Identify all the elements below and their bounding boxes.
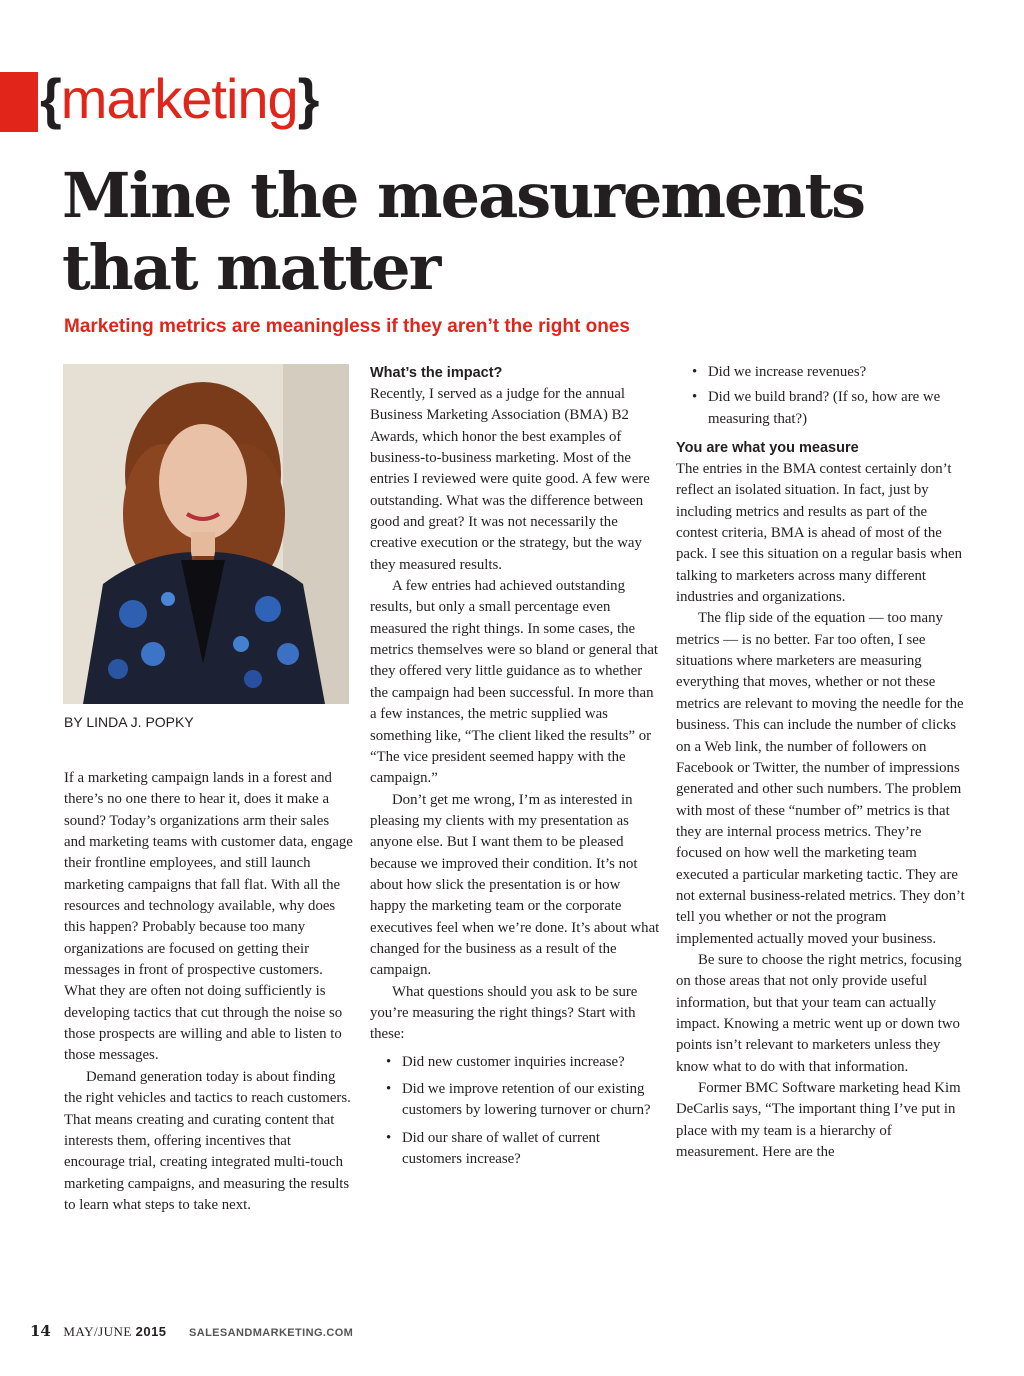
col1-paragraph-1: If a marketing campaign lands in a forest and there’s no one there to hear it, does it make a sound? Today’s organizations arm their sales and marketing teams with customer data, engage their frontline employees, and still launch marketing campaigns that fall flat. With all the resources and technology available, why does this happen? Probably because too many organizations are focused on getting their messages in front of prospective customers. What they are often not doing sufficiently is developing tactics that cut through the noise so those prospects are willing and able to listen to those messages.	[64, 770, 353, 1064]
article-headline	[62, 160, 982, 304]
list-item	[676, 362, 966, 383]
section-color-bar	[0, 72, 38, 132]
issue-month: MAY/JUNE	[63, 1324, 132, 1339]
list-item	[370, 1079, 660, 1122]
list-item	[370, 1052, 660, 1073]
col3-paragraph-1: The entries in the BMA contest certainly don’t reflect an isolated situation. In fact, just by including metrics and results as part of the contest criteria, BMA is ahead of most of the pack. I see this situation on a regular basis when talking to marketers across many different industries and organizations.	[676, 461, 962, 606]
section-bracket-open: {	[40, 67, 61, 130]
author-photo	[63, 364, 349, 704]
headline-line-1: Mine the measurements	[62, 159, 865, 232]
page-footer	[30, 1322, 353, 1341]
bullet-icon: •	[692, 364, 698, 380]
page-number: 14	[30, 1322, 51, 1340]
bullet-icon: •	[386, 1081, 392, 1097]
col3-paragraph-2: The flip side of the equation — too many metrics — is no better. Far too often, I see situations where marketers are measuring everything that moves, whether or not these metrics are relevant to moving the needle for the business. This can include the number of clicks on a Web link, the number of followers on Facebook or Twitter, the number of impressions generated and other such numbers. The problem with most of these “number of” metrics is that they are internal process metrics. They’re focused on how well the marketing team executed a particular marketing tactic. They are not external business-related metrics. They don’t tell you whether or not the program implemented actually moved your business.	[676, 610, 965, 947]
list-item	[370, 1128, 660, 1171]
author-portrait-illustration	[63, 364, 349, 704]
bullet-icon: •	[386, 1129, 392, 1146]
col3-subheading: You are what you measure	[676, 440, 859, 457]
list-item-text: Did our share of wallet of current customers increase?	[402, 1129, 601, 1168]
column-1	[64, 768, 354, 1216]
issue-year: 2015	[135, 1324, 167, 1339]
column-2	[370, 362, 660, 1176]
col3-paragraph-3: Be sure to choose the right metrics, focusing on those areas that not only provide useful information, but that your team can actually impact. Knowing a metric went up or down two points isn’t relevant to marketers unless they know what to do with that information.	[676, 951, 962, 1075]
list-item	[676, 387, 966, 430]
list-item-text: Did we build brand? (If so, how are we measuring that?)	[708, 389, 941, 427]
col2-paragraph-2: A few entries had achieved outstanding results, but only a small percentage even measured the right things. In some cases, the metrics themselves were so bland or general that they offered very little guidance as to whether the campaign had been successful. In more than a few instances, the metric supplied was something like, “The client liked the results” or “The vice president seemed happy with the campaign.”	[370, 578, 659, 787]
site-url: SALESANDMARKETING.COM	[188, 1327, 354, 1339]
column-3	[676, 362, 966, 1163]
list-item-text: Did new customer inquiries increase?	[402, 1053, 625, 1070]
col2-question-list	[370, 1052, 660, 1171]
section-bracket-close: }	[297, 67, 319, 130]
col2-paragraph-3: Don’t get me wrong, I’m as interested in pleasing my clients with my presentation as anyone else. But I want them to be pleased because we improved their condition. It’s not about how slick the presentation is or how happy the marketing team or the corporate executives feel when we’re done. It’s about what changed for the business as a result of the campaign.	[370, 791, 660, 979]
bullet-icon: •	[692, 389, 698, 406]
col2-subheading: What’s the impact?	[370, 365, 503, 381]
list-item-text: Did we increase revenues?	[708, 364, 867, 380]
col1-paragraph-2: Demand generation today is about finding the right vehicles and tactics to reach customers. That means creating and curating content that interests them, offering incentives that encourage trial, creating integrated multi-touch marketing campaigns, and measuring the results to learn what steps to take next.	[64, 1068, 351, 1213]
list-item-text: Did we improve retention of our existing customers by lowering turnover or churn?	[402, 1081, 651, 1119]
section-label-text: marketing	[60, 67, 298, 130]
bullet-icon: •	[386, 1053, 392, 1070]
col2-paragraph-4: What questions should you ask to be sure you’re measuring the right things? Start with these:	[370, 983, 638, 1043]
issue-date	[63, 1324, 166, 1339]
col3-question-list	[676, 362, 966, 430]
article-deck: Marketing metrics are meaningless if they aren’t the right ones	[64, 316, 630, 337]
col2-paragraph-1: Recently, I served as a judge for the annual Business Marketing Association (BMA) B2 Awards, which honor the best examples of business-to-business marketing. Most of the entries I reviewed were quite good. A few were outstanding. What was the difference between good and great? It was not necessarily the creative execution or the strategy, but the way they measured results.	[370, 386, 650, 573]
section-label	[40, 64, 318, 134]
byline: BY LINDA J. POPKY	[64, 714, 194, 730]
headline-line-2: that matter	[62, 231, 440, 304]
col3-paragraph-4: Former BMC Software marketing head Kim DeCarlis says, “The important thing I’ve put in place with my team is a hierarchy of measurement. Here are the	[676, 1080, 961, 1161]
